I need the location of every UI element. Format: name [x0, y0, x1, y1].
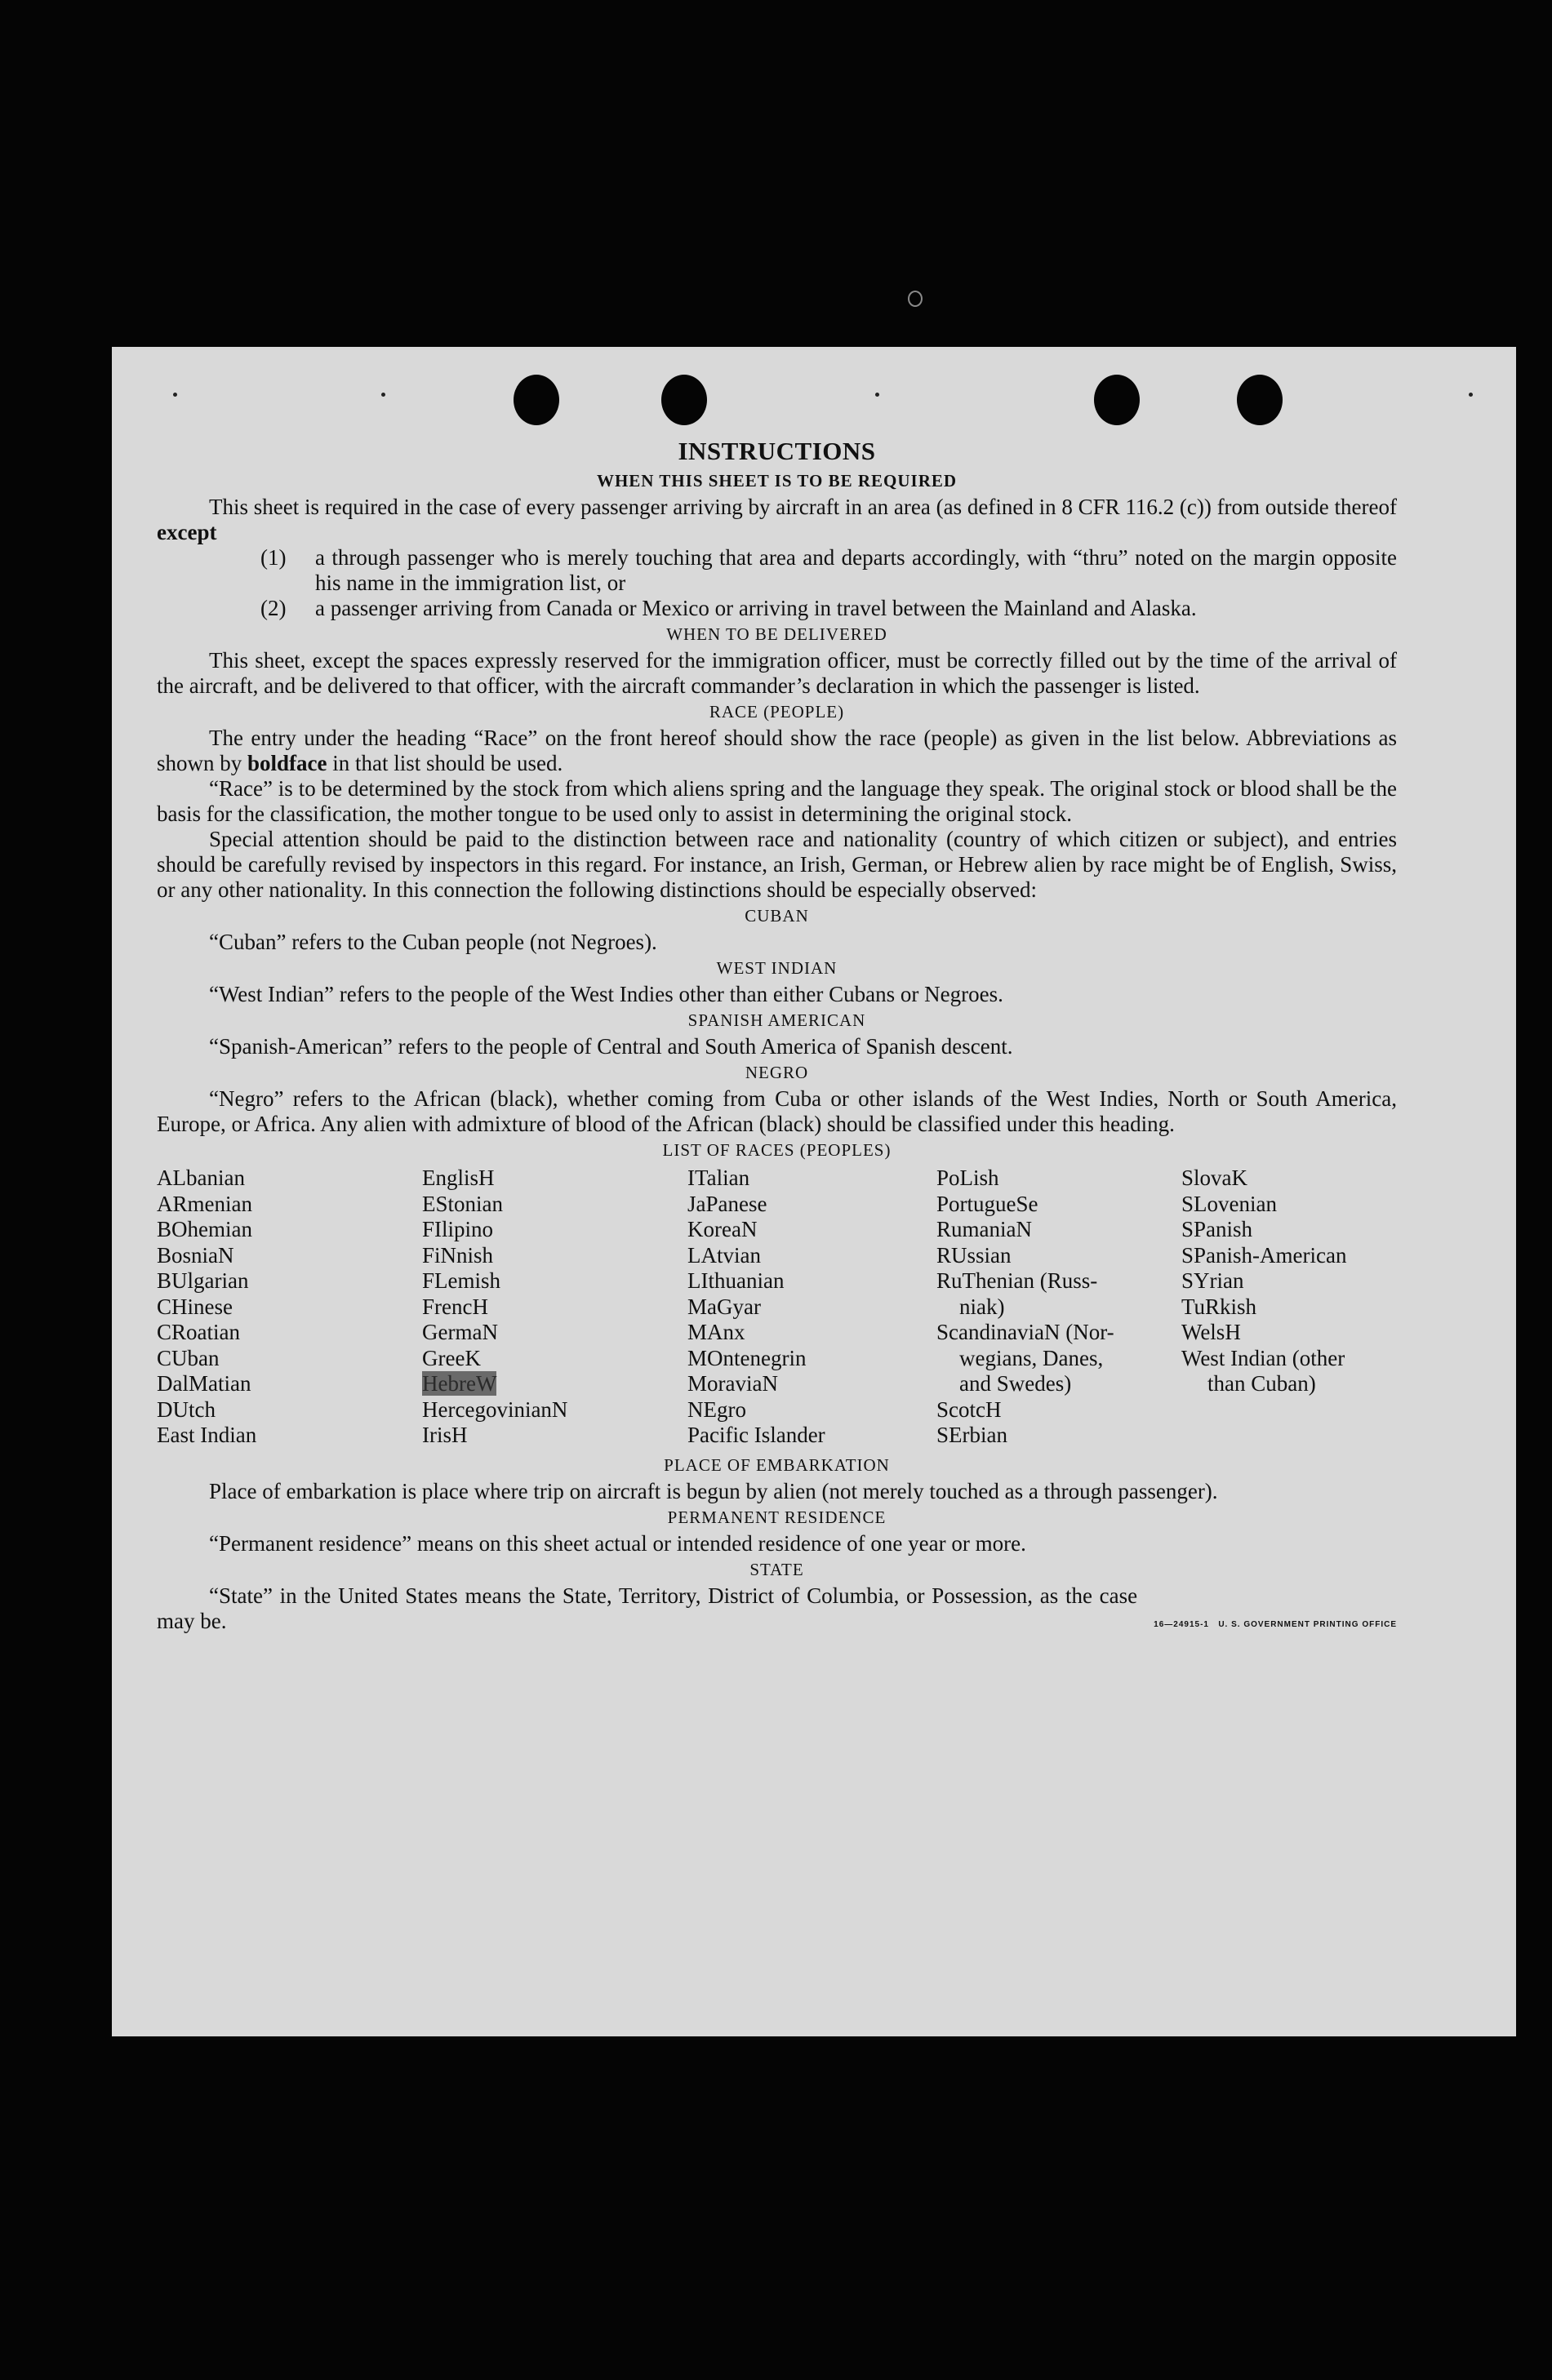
page-title: INSTRUCTIONS	[678, 437, 876, 465]
exception-number: (2)	[260, 596, 287, 620]
race-entry: West Indian (other	[1181, 1345, 1345, 1370]
race-entry-redacted: HebreW	[422, 1371, 497, 1396]
stray-ring-mark	[908, 291, 923, 307]
race-entry: DUtch	[157, 1396, 216, 1422]
race-entry: Pacific Islander	[687, 1423, 825, 1447]
race-entry: CRoatian	[157, 1320, 240, 1344]
races-column-5	[1181, 1166, 1394, 1449]
race-entry: EStonian	[422, 1191, 503, 1216]
exception-text: a through passenger who is merely touching that area and departs accordingly, with “thru” noted on the margin opposite his name in the immigration list, or	[315, 545, 1397, 595]
required-intro-except: except	[157, 520, 217, 544]
race-entry: CUban	[157, 1345, 220, 1370]
dust-speck	[381, 393, 385, 397]
race-entry: SPanish-American	[1181, 1242, 1347, 1268]
exception-number: (1)	[260, 545, 287, 570]
race-entry: GermaN	[422, 1320, 498, 1344]
race-entry: than Cuban)	[1207, 1371, 1316, 1396]
exception-item	[157, 596, 1397, 621]
race-p1-start: The entry under the heading “Race” on the front hereof should show the race (people) as given in the list below. Abbreviations as shown by	[157, 726, 1397, 775]
residence-paragraph: “Permanent residence” means on this sheet actual or intended residence of one year or more.	[209, 1530, 1026, 1556]
race-entry: East Indian	[157, 1423, 257, 1447]
printer-name: U. S. GOVERNMENT PRINTING OFFICE	[1218, 1619, 1397, 1629]
section-heading-negro: NEGRO	[745, 1063, 809, 1082]
races-list	[157, 1166, 1397, 1449]
punch-hole	[661, 375, 707, 425]
race-entry: DalMatian	[157, 1371, 251, 1396]
race-entry: LIthuanian	[687, 1268, 785, 1293]
race-entry: ALbanian	[157, 1166, 245, 1190]
race-entry: ITalian	[687, 1166, 750, 1190]
exception-item	[157, 545, 1397, 596]
races-column-4	[936, 1166, 1181, 1449]
race-entry: MOntenegrin	[687, 1345, 807, 1370]
race-entry: GreeK	[422, 1345, 481, 1370]
race-entry: MaGyar	[687, 1294, 761, 1319]
section-heading-race: RACE (PEOPLE)	[709, 702, 845, 722]
race-paragraph-2: “Race” is to be determined by the stock from which aliens spring and the language they speak. The original stock or blood shall be the basis for the classification, the mother tongue to be used only to assist in determining the original stock.	[157, 776, 1397, 826]
exception-text: a passenger arriving from Canada or Mexico or arriving in travel between the Mainland and Alaska.	[315, 596, 1197, 620]
race-entry: EnglisH	[422, 1166, 495, 1190]
section-heading-when-required: WHEN THIS SHEET IS TO BE REQUIRED	[596, 471, 958, 491]
race-entry: FrencH	[422, 1294, 488, 1319]
delivered-paragraph: This sheet, except the spaces expressly reserved for the immigration officer, must be correctly filled out by the time of the arrival of the aircraft, and be delivered to that officer, with the aircraft commander’s declaration in which the passenger is listed.	[157, 648, 1397, 698]
races-column-3	[687, 1166, 936, 1449]
race-entry: CHinese	[157, 1294, 233, 1319]
race-entry: PoLish	[936, 1166, 999, 1190]
races-column-1	[157, 1166, 422, 1449]
punch-hole	[1094, 375, 1140, 425]
punch-hole	[514, 375, 559, 425]
cuban-paragraph: “Cuban” refers to the Cuban people (not Negroes).	[209, 930, 657, 954]
state-footer	[157, 1583, 1397, 1634]
race-entry: MoraviaN	[687, 1371, 778, 1396]
race-entry	[422, 1371, 687, 1397]
race-entry: MAnx	[687, 1320, 745, 1344]
race-entry: ScotcH	[936, 1396, 1002, 1422]
races-column-2	[422, 1166, 687, 1449]
form-code: 16—24915-1	[1154, 1619, 1209, 1629]
race-entry: FLemish	[422, 1268, 501, 1293]
race-entry: FiNnish	[422, 1242, 494, 1268]
dust-speck	[1469, 393, 1473, 397]
race-entry: HercegovinianN	[422, 1396, 568, 1422]
section-heading-when-delivered: WHEN TO BE DELIVERED	[666, 624, 887, 644]
section-heading-state: STATE	[749, 1559, 804, 1579]
race-p1-boldface: boldface	[247, 751, 327, 775]
race-entry: SErbian	[936, 1423, 1007, 1447]
race-entry: ARmenian	[157, 1191, 252, 1216]
race-entry: BUlgarian	[157, 1268, 249, 1293]
race-entry: SLovenian	[1181, 1191, 1277, 1216]
race-p1-end: in that list should be used.	[332, 751, 563, 775]
section-heading-west-indian: WEST INDIAN	[716, 958, 838, 978]
dust-speck	[875, 393, 879, 397]
race-entry: KoreaN	[687, 1217, 758, 1241]
race-entry: niak)	[959, 1294, 1005, 1319]
dust-speck	[173, 393, 177, 397]
negro-paragraph: “Negro” refers to the African (black), whether coming from Cuba or other islands of the West Indies, North or South America, Europe, or Africa. Any alien with admixture of blood of the African (black) should be classified under this heading.	[157, 1086, 1397, 1136]
race-entry: PortugueSe	[936, 1191, 1038, 1216]
section-heading-residence: PERMANENT RESIDENCE	[667, 1507, 887, 1527]
instruction-sheet	[112, 347, 1516, 2036]
section-heading-embarkation: PLACE OF EMBARKATION	[664, 1454, 890, 1475]
required-intro	[157, 495, 1397, 545]
race-entry: SlovaK	[1181, 1166, 1247, 1190]
race-entry: LAtvian	[687, 1242, 761, 1268]
west-indian-paragraph: “West Indian” refers to the people of the West Indies other than either Cubans or Negroes.	[209, 982, 1003, 1006]
print-imprint	[1154, 1620, 1397, 1629]
race-entry: SPanish	[1181, 1217, 1253, 1241]
section-heading-spanish-american: SPANISH AMERICAN	[687, 1010, 866, 1030]
state-paragraph: “State” in the United States means the State, Territory, District of Columbia, or Possession, as the case may be.	[157, 1583, 1138, 1633]
race-entry: and Swedes)	[959, 1371, 1072, 1396]
race-entry: WelsH	[1181, 1320, 1241, 1344]
race-entry: ScandinaviaN (Nor-	[936, 1320, 1114, 1344]
race-entry: SYrian	[1181, 1268, 1244, 1293]
race-entry: BosniaN	[157, 1242, 234, 1268]
spanish-american-paragraph: “Spanish-American” refers to the people of Central and South America of Spanish descent.	[209, 1034, 1013, 1059]
race-entry: BOhemian	[157, 1217, 252, 1241]
punch-hole	[1237, 375, 1283, 425]
race-entry: TuRkish	[1181, 1294, 1257, 1319]
section-heading-cuban: CUBAN	[745, 906, 809, 926]
embarkation-paragraph: Place of embarkation is place where trip on aircraft is begun by alien (not merely touched as a through passenger).	[209, 1478, 1218, 1503]
race-entry: FIlipino	[422, 1217, 494, 1241]
race-entry: NEgro	[687, 1396, 746, 1422]
race-entry: RumaniaN	[936, 1217, 1032, 1241]
race-entry: RuThenian (Russ-	[936, 1268, 1098, 1293]
section-heading-races-list: LIST OF RACES (PEOPLES)	[662, 1140, 892, 1160]
race-paragraph-1	[157, 726, 1397, 776]
race-entry: IrisH	[422, 1423, 468, 1447]
race-paragraph-3: Special attention should be paid to the distinction between race and nationality (country of which citizen or subject), and entries should be carefully revised by inspectors in this regard. For instance, an Irish, German, or Hebrew alien by race might be of English, Swiss, or any other nationality. In this connection the following distinctions should be especially observed:	[157, 827, 1397, 902]
race-entry: RUssian	[936, 1242, 1012, 1268]
race-entry: JaPanese	[687, 1191, 767, 1216]
required-intro-text: This sheet is required in the case of every passenger arriving by aircraft in an area (as defined in 8 CFR 116.2 (c)) from outside thereof	[209, 495, 1397, 519]
race-entry: wegians, Danes,	[959, 1345, 1104, 1370]
